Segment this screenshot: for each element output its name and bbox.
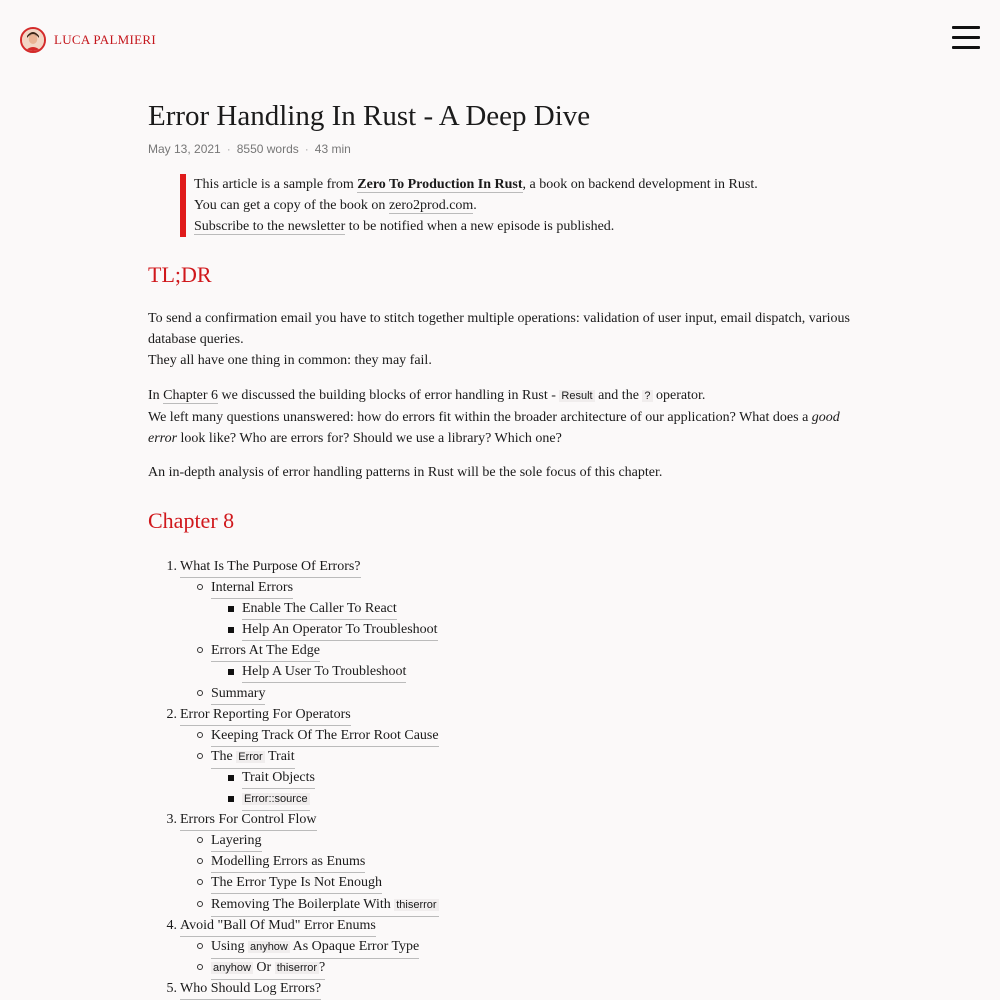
callout-text: You can get a copy of the book on [194,198,389,213]
square-bullet-icon [228,627,234,633]
toc-item [148,683,858,704]
chapter-6-link[interactable]: Chapter 6 [163,388,218,403]
toc-link-text: Summary [211,685,266,701]
toc-link[interactable] [211,683,265,705]
toc-link-text: Removing The Boilerplate With [211,896,395,912]
toc-link[interactable] [211,936,419,959]
circle-bullet-icon [197,732,203,738]
toc-link[interactable] [211,640,320,662]
toc-item [148,704,858,725]
toc-link[interactable] [180,978,321,1000]
meta-separator: · [304,142,309,156]
toc-item [148,746,858,767]
toc-link[interactable] [242,788,310,811]
toc-link-text: What Is The Purpose Of Errors? [180,559,361,574]
toc-item [148,556,858,577]
paragraph-text: They all have one thing in common: they may fail. [148,353,432,368]
toc-link[interactable] [242,661,406,683]
callout-line [194,195,854,216]
toc-number: 5. [166,980,177,996]
callout-text: . [473,198,477,213]
hamburger-menu-icon[interactable] [952,26,980,52]
toc-link[interactable] [180,556,361,578]
toc-item [148,598,858,619]
word-count: 8550 words [236,142,299,156]
toc-item [148,957,858,978]
toc-link-text: The [211,748,237,764]
toc-link-text: Error Reporting For Operators [180,706,351,722]
chapter-heading: Chapter 8 [148,508,235,533]
callout-text: to be notified when a new episode is published. [345,219,615,234]
brand-link[interactable] [20,27,156,53]
toc-link[interactable] [242,598,397,620]
tldr-paragraph-3: An in-depth analysis of error handling patterns in Rust will be the sole focus of this chapter. [148,465,663,480]
toc-link[interactable] [211,894,439,917]
avatar [20,27,46,53]
toc-item [148,830,858,851]
book-callout [180,174,854,237]
toc-link[interactable] [242,619,438,641]
square-bullet-icon [228,606,234,612]
toc-link[interactable] [211,851,365,873]
toc-link-text: Trait Objects [242,769,315,785]
paragraph-text: we discussed the building blocks of error handling in Rust - [218,388,560,403]
toc-link-text: Keeping Track Of The Error Root Cause [211,727,439,743]
paragraph-text: We left many questions unanswered: how do errors fit within the broader architecture of our application? What does a [148,410,812,425]
toc-link[interactable] [211,746,295,769]
toc-number: 1. [166,559,177,574]
paragraph-text: look like? Who are errors for? Should we use a library? Which one? [177,431,562,446]
meta-separator: · [226,142,231,156]
toc-number: 4. [166,917,177,933]
toc-link-text: Who Should Log Errors? [180,980,322,996]
circle-bullet-icon [197,647,203,653]
toc-link-text: Help A User To Troubleshoot [242,664,407,680]
toc-link[interactable] [211,872,382,894]
toc-item [148,936,858,957]
toc-item [148,640,858,661]
toc-item [148,788,858,809]
inline-code: Result [561,390,593,402]
toc-link-text: Help An Operator To Troubleshoot [242,622,438,638]
toc-link-text: Errors For Control Flow [180,812,317,828]
toc-link-text: Layering [211,833,262,849]
toc-number: 2. [166,706,177,722]
avatar-portrait-icon [22,29,44,51]
zero2prod-link[interactable]: zero2prod.com [388,198,474,213]
toc-item [148,767,858,788]
toc-link-text: As Opaque Error Type [289,938,420,954]
inline-code: ? [644,390,651,402]
brand-name: LUCA PALMIERI [54,32,157,47]
toc-item [148,978,858,999]
paragraph-text: In [148,388,164,403]
callout-line [194,216,854,237]
toc-link[interactable] [211,830,262,852]
toc-link-text: Enable The Caller To React [242,601,397,617]
publish-date: May 13, 2021 [148,142,221,156]
toc-item [148,619,858,640]
toc-item [148,661,858,682]
tldr-heading: TL;DR [148,262,212,287]
inline-code: Error::source [244,793,308,806]
toc-link[interactable] [242,767,315,789]
circle-bullet-icon [197,901,203,907]
emphasis-text: good error [148,410,840,446]
circle-bullet-icon [197,943,203,949]
callout-line [194,174,854,195]
circle-bullet-icon [197,879,203,885]
callout-text: This article is a sample from [194,177,358,192]
toc-link-text: Errors At The Edge [211,643,320,659]
article [148,96,858,996]
read-time: 43 min [314,142,351,156]
circle-bullet-icon [197,964,203,970]
tldr-paragraph-2 [148,385,858,449]
paragraph-text: and the [594,388,643,403]
table-of-contents [148,556,858,999]
paragraph-text: To send a confirmation email you have to stitch together multiple operations: validation of user input, email dispatch, various database queries. [148,311,850,347]
circle-bullet-icon [197,584,203,590]
inline-code: anyhow [249,940,288,953]
toc-item [148,577,858,598]
toc-link-text: Trait [264,748,295,764]
toc-link-text: The Error Type Is Not Enough [211,875,383,891]
inline-code: Error [238,750,263,763]
square-bullet-icon [228,775,234,781]
article-meta [148,142,858,156]
circle-bullet-icon [197,753,203,759]
circle-bullet-icon [197,837,203,843]
toc-link-text: Avoid "Ball Of Mud" Error Enums [180,917,376,933]
square-bullet-icon [228,796,234,802]
square-bullet-icon [228,669,234,675]
toc-link[interactable] [180,704,351,726]
circle-bullet-icon [197,858,203,864]
toc-link[interactable] [211,577,293,599]
paragraph-text: operator. [652,388,706,403]
toc-link-text: Modelling Errors as Enums [211,854,366,870]
newsletter-link[interactable]: Subscribe to the newsletter [194,219,346,234]
toc-link[interactable] [211,725,439,747]
book-link[interactable]: Zero To Production In Rust [357,177,523,192]
toc-item [148,915,858,936]
inline-code: thiserror [276,961,318,974]
toc-item [148,872,858,893]
toc-link[interactable] [180,809,317,831]
tldr-paragraph-1 [148,308,858,371]
toc-link-text: Or [252,959,275,975]
toc-item [148,894,858,915]
toc-item [148,809,858,830]
toc-link-text: Internal Errors [211,580,294,596]
circle-bullet-icon [197,690,203,696]
inline-code: thiserror [396,898,437,911]
callout-text: , a book on backend development in Rust. [522,177,758,192]
site-header [0,0,1000,80]
toc-link[interactable] [211,957,325,980]
toc-link-text: Using [211,938,248,954]
toc-link[interactable] [180,915,376,937]
toc-item [148,851,858,872]
toc-link-text: ? [319,959,326,975]
toc-number: 3. [166,812,177,828]
article-title: Error Handling In Rust - A Deep Dive [148,100,591,132]
toc-item [148,725,858,746]
inline-code: anyhow [213,961,251,974]
